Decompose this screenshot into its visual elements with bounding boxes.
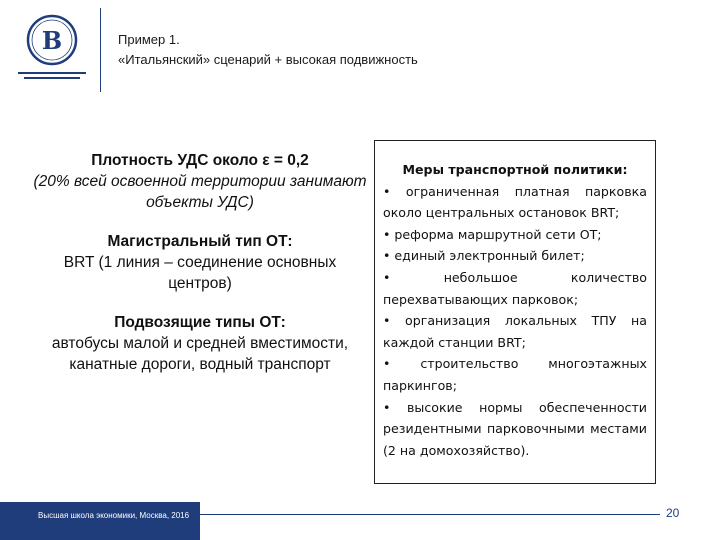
slide-title-line1: Пример 1.	[118, 32, 180, 47]
slide-title	[118, 30, 418, 70]
feeder-transit-block	[30, 312, 370, 375]
trunk-transit-block	[30, 231, 370, 294]
feeder-transit-heading: Подвозящие типы ОТ:	[114, 314, 286, 331]
policy-measure-item: • единый электронный билет;	[383, 248, 585, 264]
feeder-transit-body: автобусы малой и средней вместимости, канатные дороги, водный транспорт	[51, 335, 349, 373]
policy-measure-item: • ограниченная платная парковка около центральных остановок BRT;	[383, 183, 647, 221]
density-body: (20% всей освоенной территории занимают объекты УДС)	[33, 173, 367, 211]
svg-text:В: В	[41, 26, 63, 55]
density-block	[30, 150, 370, 213]
hse-logo-icon	[12, 10, 92, 90]
header-divider	[100, 8, 101, 92]
page-number: 20	[666, 506, 680, 520]
policy-measure-item: • организация локальных ТПУ на каждой станции BRT;	[383, 313, 647, 350]
policy-measures-title: Меры транспортной политики:	[402, 162, 628, 177]
policy-measure-item: • строительство многоэтажных паркингов;	[383, 356, 647, 393]
slide-header	[0, 0, 720, 100]
footer-line	[200, 514, 660, 515]
slide-title-line2: «Итальянский» сценарий + высокая подвижность	[118, 52, 418, 67]
trunk-transit-heading: Магистральный тип ОТ:	[107, 233, 293, 250]
slide-footer	[0, 502, 720, 540]
policy-measure-item: • высокие нормы обеспеченности резидентными парковочными местами (2 на домохозяйство).	[383, 399, 647, 458]
policy-measure-item: • реформа маршрутной сети ОТ;	[383, 226, 602, 242]
trunk-transit-body: BRT (1 линия – соединение основных центров)	[63, 254, 337, 292]
left-column	[30, 150, 370, 393]
policy-measures-box	[374, 140, 656, 484]
density-heading: Плотность УДС около ε = 0,2	[91, 152, 309, 169]
footer-bar	[0, 502, 200, 540]
footer-text: Высшая школа экономики, Москва, 2016	[38, 511, 190, 520]
policy-measure-item: • небольшое количество перехватывающих парковок;	[383, 269, 647, 307]
